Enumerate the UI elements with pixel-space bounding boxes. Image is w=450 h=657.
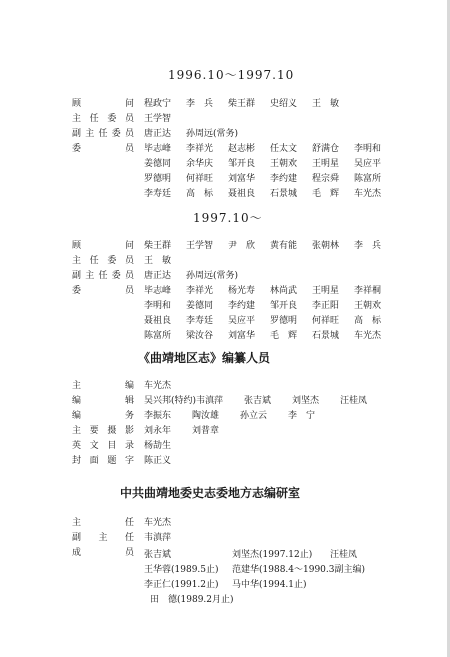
person-name: 王明星 <box>312 286 340 296</box>
name-list <box>144 455 192 467</box>
name-list <box>144 395 388 407</box>
person-name: 唐正达 <box>144 129 172 139</box>
person-name: 李祥光 <box>186 286 214 296</box>
role-label: 主任委员 <box>72 114 134 124</box>
role-label: 副主任委员 <box>72 129 134 139</box>
person-name: 车光杰 <box>354 189 382 199</box>
person-name: 罗德明 <box>144 174 172 184</box>
name-list <box>144 300 396 312</box>
person-name: 孙立云 <box>240 411 268 421</box>
office-deputy-name: 韦滇萍 <box>144 533 172 543</box>
office-members-label: 成 员 <box>72 548 134 558</box>
person-name: 高 标 <box>354 316 382 326</box>
section2-row <box>72 285 396 297</box>
person-name: 王明星 <box>312 159 340 169</box>
name-list <box>144 128 238 140</box>
person-name: 刘坚杰 <box>292 396 320 406</box>
person-name: 石景城 <box>270 189 298 199</box>
office-director-row <box>72 517 171 529</box>
person-name: 尹 欣 <box>228 241 256 251</box>
role-label: 委 员 <box>72 144 134 154</box>
name-list <box>144 410 336 422</box>
section2-row <box>72 255 186 267</box>
person-name: 王朝欢 <box>270 159 298 169</box>
person-name: 张吉斌 <box>244 396 272 406</box>
role-label: 主要摄影 <box>72 426 134 436</box>
office-member-lizhengren: 李正仁(1991.2止) <box>144 580 219 590</box>
section3-row <box>72 410 336 422</box>
section2-row <box>72 315 396 327</box>
section1-row <box>72 173 396 185</box>
role-label: 委 员 <box>72 286 134 296</box>
section1-row <box>72 158 396 170</box>
person-name: 舒满仓 <box>312 144 340 154</box>
section1-row <box>72 128 238 140</box>
person-name: 李祥桐 <box>354 286 382 296</box>
person-name: 程政宁 <box>144 99 172 109</box>
section1-row <box>72 113 186 125</box>
person-name: 任太文 <box>270 144 298 154</box>
name-list <box>144 270 238 282</box>
person-name: 毛 辉 <box>312 189 340 199</box>
name-list <box>144 285 396 297</box>
person-name: 李约建 <box>228 301 256 311</box>
role-label: 主任委员 <box>72 256 134 266</box>
office-director-name: 车光杰 <box>144 518 172 528</box>
role-label: 英文目录 <box>72 441 134 451</box>
person-name: 李振东 <box>144 411 172 421</box>
person-name: 梁汝谷 <box>186 331 214 341</box>
person-name: 王学智 <box>186 241 214 251</box>
person-name: 吴应平 <box>354 159 382 169</box>
person-name: 李明和 <box>144 301 172 311</box>
role-label: 编 务 <box>72 411 134 421</box>
person-name: 罗德明 <box>270 316 298 326</box>
office-member-liujianjie: 刘坚杰(1997.12止) <box>232 550 313 560</box>
person-name: 唐正达 <box>144 271 172 281</box>
person-name: 孙周远(常务) <box>186 129 239 139</box>
person-name: 李祥光 <box>186 144 214 154</box>
person-name: 李 兵 <box>354 241 382 251</box>
name-list <box>144 240 396 252</box>
person-name: 赵志彬 <box>228 144 256 154</box>
person-name: 陈富所 <box>354 174 382 184</box>
person-name: 聂祖良 <box>144 316 172 326</box>
person-name: 吴应平 <box>228 316 256 326</box>
name-list <box>144 425 240 437</box>
office-member-wangguifeng: 汪桂凤 <box>330 550 358 560</box>
section2-row <box>72 300 396 312</box>
section1-row <box>72 143 396 155</box>
period-1996-1997: 1996.10～1997.10 <box>168 68 295 82</box>
name-list <box>144 158 396 170</box>
office-heading: 中共曲靖地委史志委地方志编研室 <box>120 486 301 500</box>
person-name: 何祥旺 <box>312 316 340 326</box>
period-1997-onward: 1997.10～ <box>193 211 263 225</box>
section1-row <box>72 188 396 200</box>
section3-row <box>72 425 240 437</box>
person-name: 毕志峰 <box>144 286 172 296</box>
office-deputy-row <box>72 532 171 544</box>
person-name: 杨光寿 <box>228 286 256 296</box>
person-name: 何祥旺 <box>186 174 214 184</box>
section3-row <box>72 440 192 452</box>
person-name: 李正阳 <box>312 301 340 311</box>
office-member-zhangjibin: 张吉斌 <box>144 550 172 560</box>
role-label: 副主任委员 <box>72 271 134 281</box>
person-name: 刘富华 <box>228 331 256 341</box>
person-name: 史绍义 <box>270 99 298 109</box>
person-name: 汪桂凤 <box>340 396 368 406</box>
person-name: 刘永年 <box>144 426 172 436</box>
name-list <box>144 113 186 125</box>
person-name: 车光杰 <box>354 331 382 341</box>
name-list <box>144 440 192 452</box>
person-name: 石景城 <box>312 331 340 341</box>
role-label: 封面题字 <box>72 456 134 466</box>
name-list <box>144 330 396 342</box>
section2-row <box>72 270 238 282</box>
person-name: 姜德同 <box>144 159 172 169</box>
person-name: 毕志峰 <box>144 144 172 154</box>
editors-heading: 《曲靖地区志》编纂人员 <box>138 351 271 365</box>
section3-row <box>72 455 192 467</box>
section3-row <box>72 395 388 407</box>
person-name: 张朝林 <box>312 241 340 251</box>
person-name: 吴兴邦(特约) <box>144 396 197 406</box>
person-name: 李 宁 <box>288 411 316 421</box>
person-name: 陈正义 <box>144 456 172 466</box>
office-member-fanjianhua: 范建华(1988.4～1990.3副主编) <box>232 565 366 575</box>
name-list <box>144 143 396 155</box>
person-name: 聂祖良 <box>228 189 256 199</box>
name-list <box>144 315 396 327</box>
person-name: 高 标 <box>186 189 214 199</box>
person-name: 李 兵 <box>186 99 214 109</box>
person-name: 程宗舜 <box>312 174 340 184</box>
person-name: 毛 辉 <box>270 331 298 341</box>
role-label: 编 辑 <box>72 396 134 406</box>
person-name: 王学智 <box>144 114 172 124</box>
section1-row <box>72 98 354 110</box>
office-member-mazhonghua: 马中华(1994.1止) <box>232 580 307 590</box>
office-members-row <box>72 547 134 559</box>
person-name: 邹开良 <box>270 301 298 311</box>
office-deputy-label: 副 主 任 <box>72 533 134 543</box>
section2-row <box>72 240 396 252</box>
person-name: 李寿廷 <box>144 189 172 199</box>
section2-row <box>72 330 396 342</box>
person-name: 陈富所 <box>144 331 172 341</box>
person-name: 姜德同 <box>186 301 214 311</box>
person-name: 王 敏 <box>312 99 340 109</box>
person-name: 孙周远(常务) <box>186 271 239 281</box>
name-list <box>144 255 186 267</box>
person-name: 韦滇萍 <box>196 396 224 406</box>
person-name: 王朝欢 <box>354 301 382 311</box>
name-list <box>144 98 354 110</box>
person-name: 杨劼生 <box>144 441 172 451</box>
office-director-label: 主 任 <box>72 518 134 528</box>
person-name: 陶汝雄 <box>192 411 220 421</box>
office-member-tiande: 田 德(1989.2月止) <box>150 595 234 605</box>
office-member-wanghuarong: 王华蓉(1989.5止) <box>144 565 219 575</box>
person-name: 林尚武 <box>270 286 298 296</box>
role-label: 顾 问 <box>72 99 134 109</box>
name-list <box>144 173 396 185</box>
person-name: 黄有能 <box>270 241 298 251</box>
role-label: 顾 问 <box>72 241 134 251</box>
person-name: 刘普章 <box>192 426 220 436</box>
person-name: 李寿廷 <box>186 316 214 326</box>
person-name: 李约建 <box>270 174 298 184</box>
name-list <box>144 380 192 392</box>
person-name: 余华庆 <box>186 159 214 169</box>
section3-row <box>72 380 192 392</box>
person-name: 王 敏 <box>144 256 172 266</box>
person-name: 李明和 <box>354 144 382 154</box>
person-name: 车光杰 <box>144 381 172 391</box>
name-list <box>144 188 396 200</box>
person-name: 刘富华 <box>228 174 256 184</box>
person-name: 柴王群 <box>228 99 256 109</box>
role-label: 主 编 <box>72 381 134 391</box>
person-name: 邹开良 <box>228 159 256 169</box>
person-name: 柴王群 <box>144 241 172 251</box>
